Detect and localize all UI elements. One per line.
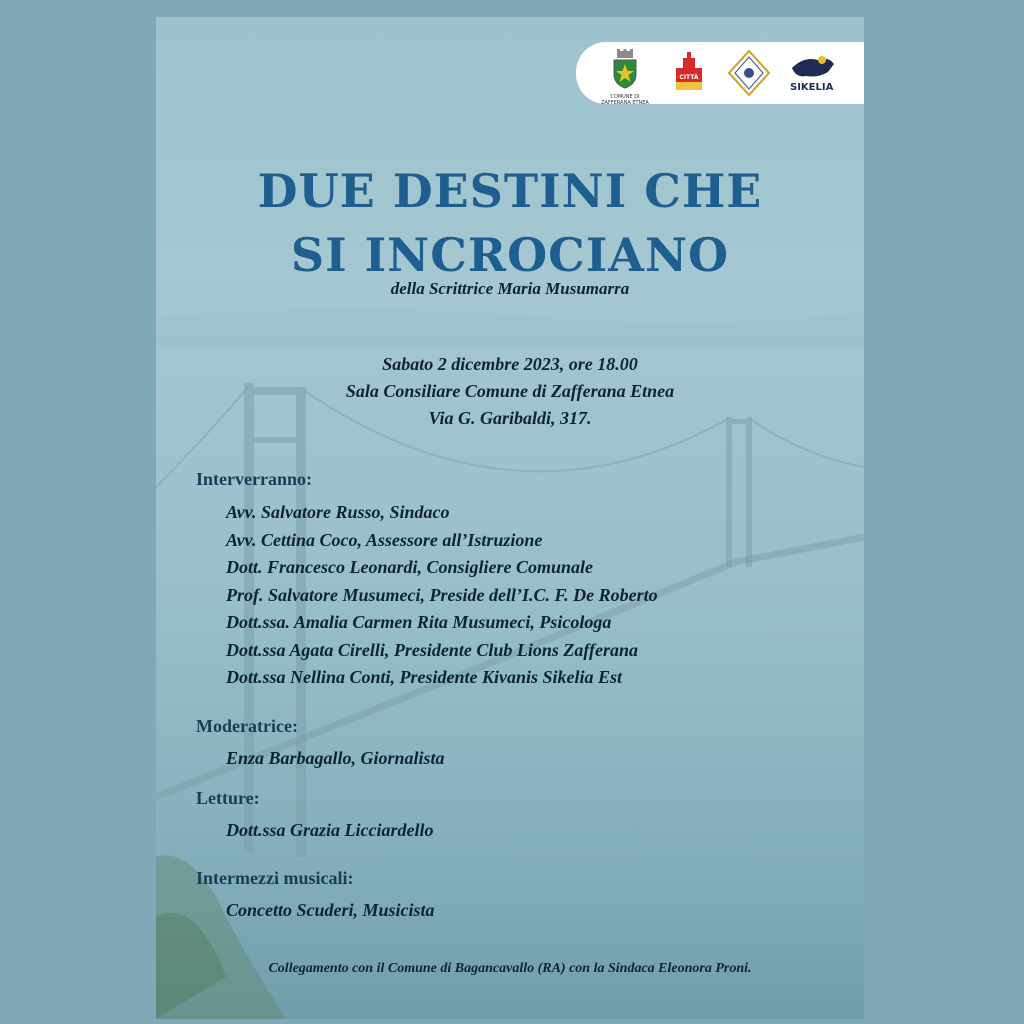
event-venue: Sala Consiliare Comune di Zafferana Etnea xyxy=(345,381,675,401)
event-address: Via G. Garibaldi, 317. xyxy=(428,408,592,428)
author-subtitle: della Scrittrice Maria Musumarra xyxy=(390,279,630,298)
title-line-2: SI INCROCIANO xyxy=(290,228,730,282)
crest-caption: COMUNE DI ZAFFERANA ETNEA xyxy=(601,94,649,106)
svg-text:SIKELIA: SIKELIA xyxy=(790,82,834,93)
speaker-item: Dott. Francesco Leonardi, Consigliere Comunale xyxy=(226,557,594,577)
readings-heading: Letture: xyxy=(196,788,260,808)
music-name: Concetto Scuderi, Musicista xyxy=(226,900,435,920)
sponsor-logo-bar xyxy=(576,42,864,104)
citta-caption: CITTÀ xyxy=(679,74,699,81)
speaker-item: Dott.ssa. Amalia Carmen Rita Musumeci, Psicologa xyxy=(226,612,612,632)
readings-name: Dott.ssa Grazia Licciardello xyxy=(226,820,434,840)
speaker-item: Dott.ssa Nellina Conti, Presidente Kivanis Sikelia Est xyxy=(226,667,623,687)
speakers-heading: Interverranno: xyxy=(196,469,312,489)
speaker-item: Avv. Salvatore Russo, Sindaco xyxy=(226,502,450,522)
moderator-name: Enza Barbagallo, Giornalista xyxy=(226,748,445,768)
event-details xyxy=(156,351,864,432)
event-date-time: Sabato 2 dicembre 2023, ore 18.00 xyxy=(382,354,638,374)
municipal-crest-icon xyxy=(606,48,644,98)
music-heading: Intermezzi musicali: xyxy=(196,868,354,888)
speaker-item: Prof. Salvatore Musumeci, Preside dell’I.C. F. De Roberto xyxy=(226,584,658,605)
lions-club-icon xyxy=(726,48,772,98)
sikelia-logo-icon xyxy=(788,48,836,98)
title-line-1: DUE DESTINI CHE xyxy=(257,164,763,218)
moderator-heading: Moderatrice: xyxy=(196,716,298,736)
citta-logo-icon xyxy=(672,48,706,98)
footer-note: Collegamento con il Comune di Bagancavallo (RA) con la Sindaca Eleonora Proni. xyxy=(268,961,752,976)
event-poster xyxy=(156,17,864,1019)
poster-title xyxy=(156,159,864,287)
speaker-item: Avv. Cettina Coco, Assessore all’Istruzione xyxy=(226,529,543,550)
speakers-list xyxy=(226,499,658,692)
speaker-item: Dott.ssa Agata Cirelli, Presidente Club Lions Zafferana xyxy=(226,639,639,660)
